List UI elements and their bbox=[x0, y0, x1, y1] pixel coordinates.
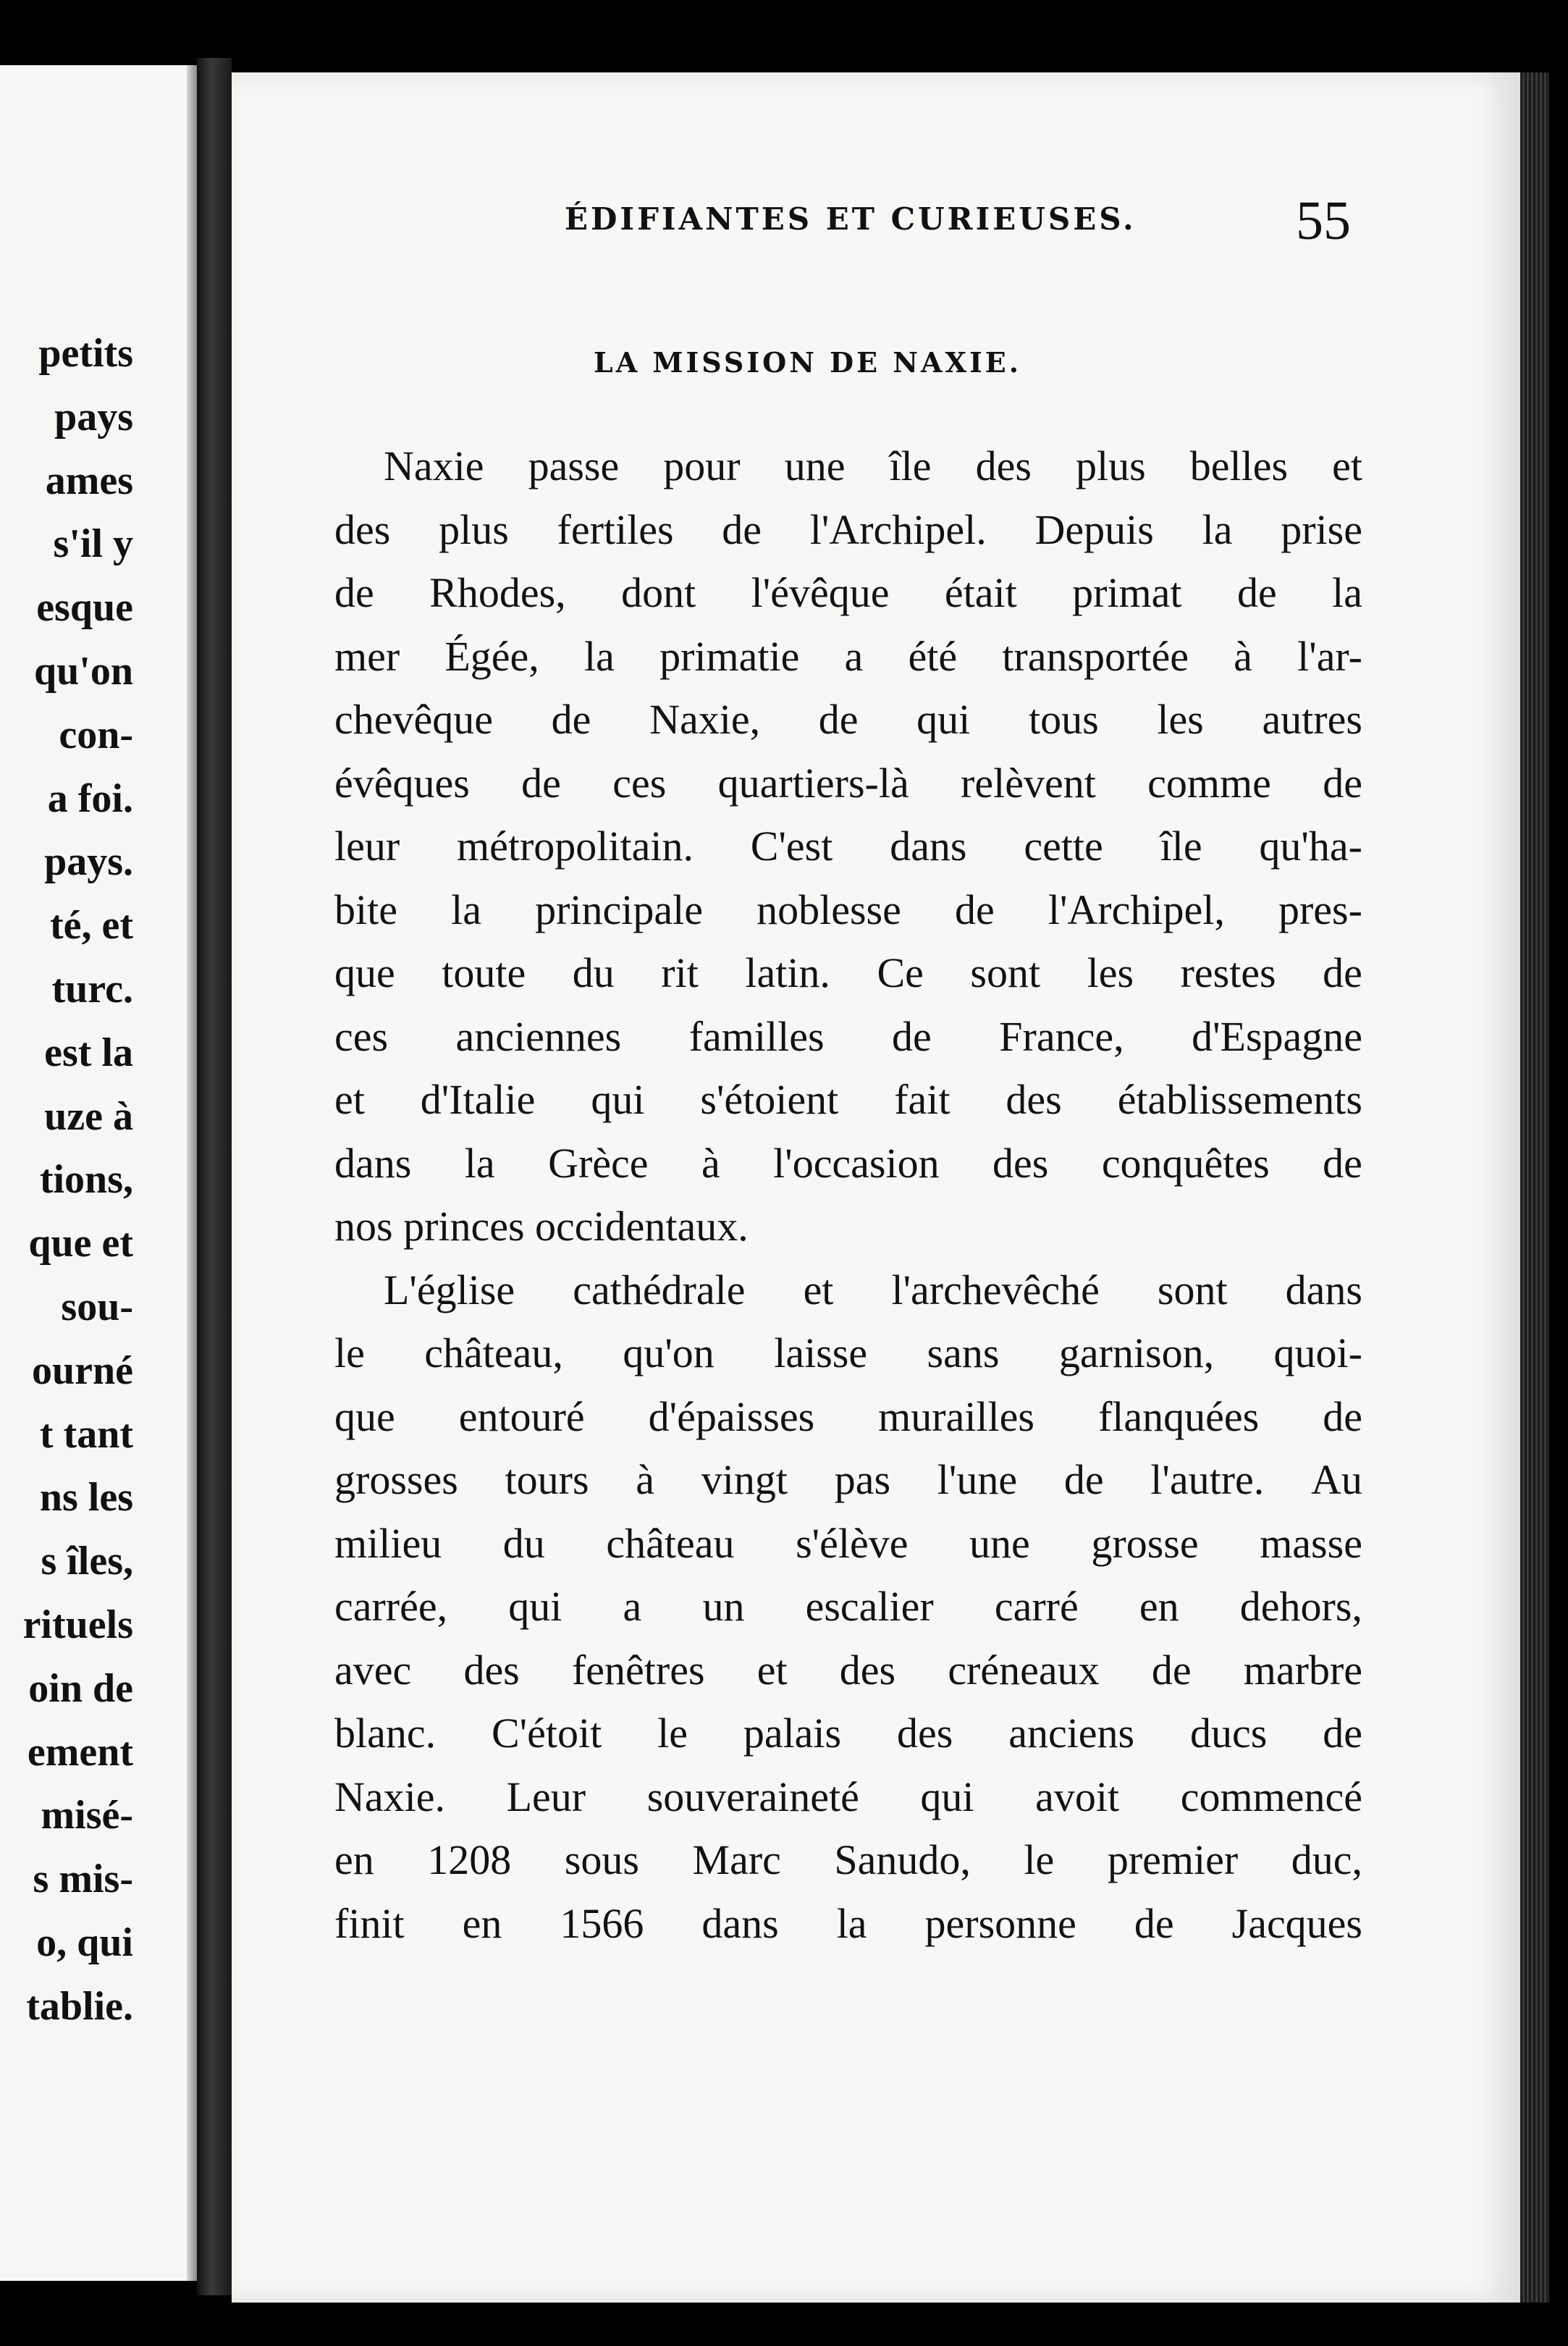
previous-page-line: qu'on bbox=[34, 648, 133, 694]
previous-page-line: petits bbox=[38, 331, 133, 376]
previous-page-line: s îles, bbox=[41, 1539, 133, 1584]
previous-page-text bbox=[23, 322, 133, 2039]
text-line: chevêque de Naxie, de qui tous les autres bbox=[334, 696, 1362, 743]
text-line: avec des fenêtres et des créneaux de marbre bbox=[334, 1646, 1362, 1694]
previous-page-line: misé- bbox=[41, 1793, 133, 1838]
previous-page-line: que et bbox=[28, 1221, 133, 1266]
previous-page-line: té, et bbox=[49, 903, 133, 949]
previous-page-line: sou- bbox=[61, 1284, 133, 1329]
previous-page-line: a foi. bbox=[47, 775, 133, 821]
previous-page-line: pays bbox=[54, 394, 133, 440]
previous-page-line: t tant bbox=[39, 1411, 133, 1457]
previous-page bbox=[0, 65, 197, 2281]
text-line: dans la Grèce à l'occasion des conquêtes de bbox=[334, 1139, 1362, 1187]
text-line: nos princes occidentaux. bbox=[334, 1203, 749, 1250]
running-head: ÉDIFIANTES ET CURIEUSES. bbox=[565, 201, 1137, 237]
text-line: que entouré d'épaisses murailles flanquées de bbox=[334, 1392, 1362, 1440]
text-line: et d'Italie qui s'étoient fait des établissements bbox=[334, 1076, 1362, 1123]
previous-page-line: o, qui bbox=[36, 1920, 133, 1965]
text-line: milieu du château s'élève une grosse masse bbox=[334, 1519, 1362, 1567]
previous-page-line: oin de bbox=[28, 1665, 133, 1711]
previous-page-line: ns les bbox=[39, 1475, 133, 1521]
previous-page-line: pays. bbox=[44, 839, 133, 885]
text-line: blanc. C'étoit le palais des anciens ducs de bbox=[334, 1710, 1362, 1757]
previous-page-line: uze à bbox=[44, 1093, 133, 1139]
previous-page-line: rituels bbox=[22, 1602, 133, 1647]
text-line: des plus fertiles de l'Archipel. Depuis la prise bbox=[334, 505, 1362, 553]
text-line: ces anciennes familles de France, d'Espagne bbox=[334, 1012, 1362, 1060]
text-line: carrée, qui a un escalier carré en dehors, bbox=[334, 1583, 1362, 1630]
previous-page-line: s'il y bbox=[53, 521, 133, 567]
previous-page-line: con- bbox=[59, 712, 133, 757]
previous-page-line: esque bbox=[36, 585, 133, 631]
previous-page-line: ames bbox=[45, 458, 133, 503]
text-line: bite la principale noblesse de l'Archipel, pres- bbox=[334, 886, 1362, 933]
text-line: en 1208 sous Marc Sanudo, le premier duc, bbox=[334, 1836, 1362, 1883]
text-line: finit en 1566 dans la personne de Jacques bbox=[334, 1899, 1362, 1947]
text-line: L'église cathédrale et l'archevêché sont dans bbox=[384, 1266, 1362, 1313]
text-line: Naxie passe pour une île des plus belles et bbox=[384, 442, 1362, 489]
text-line: que toute du rit latin. Ce sont les restes de bbox=[334, 949, 1362, 996]
body-text bbox=[334, 434, 1362, 1955]
text-line: de Rhodes, dont l'évêque était primat de la bbox=[334, 569, 1362, 616]
previous-page-line: s mis- bbox=[33, 1857, 133, 1902]
book-binding bbox=[197, 58, 232, 2295]
text-line: le château, qu'on laisse sans garnison, quoi- bbox=[334, 1329, 1362, 1376]
page-edges bbox=[1520, 72, 1549, 2303]
text-line: grosses tours à vingt pas l'une de l'autre. Au bbox=[334, 1456, 1362, 1503]
text-line: Naxie. Leur souveraineté qui avoit commencé bbox=[334, 1773, 1362, 1820]
section-title: LA MISSION DE NAXIE. bbox=[594, 346, 1021, 379]
previous-page-line: tions, bbox=[39, 1157, 133, 1203]
text-line: mer Égée, la primatie a été transportée à l'ar- bbox=[334, 632, 1362, 680]
previous-page-line: ement bbox=[27, 1729, 133, 1775]
text-line: leur métropolitain. C'est dans cette île qu'ha- bbox=[334, 823, 1362, 870]
previous-page-line: turc. bbox=[51, 966, 133, 1012]
page-number: 55 bbox=[1296, 190, 1351, 251]
text-line: évêques de ces quartiers-là relèvent comme de bbox=[334, 759, 1362, 807]
previous-page-line: tablie. bbox=[26, 1983, 133, 2029]
page-gutter bbox=[187, 65, 197, 2281]
previous-page-line: est la bbox=[44, 1030, 133, 1075]
previous-page-line: ourné bbox=[32, 1348, 133, 1393]
